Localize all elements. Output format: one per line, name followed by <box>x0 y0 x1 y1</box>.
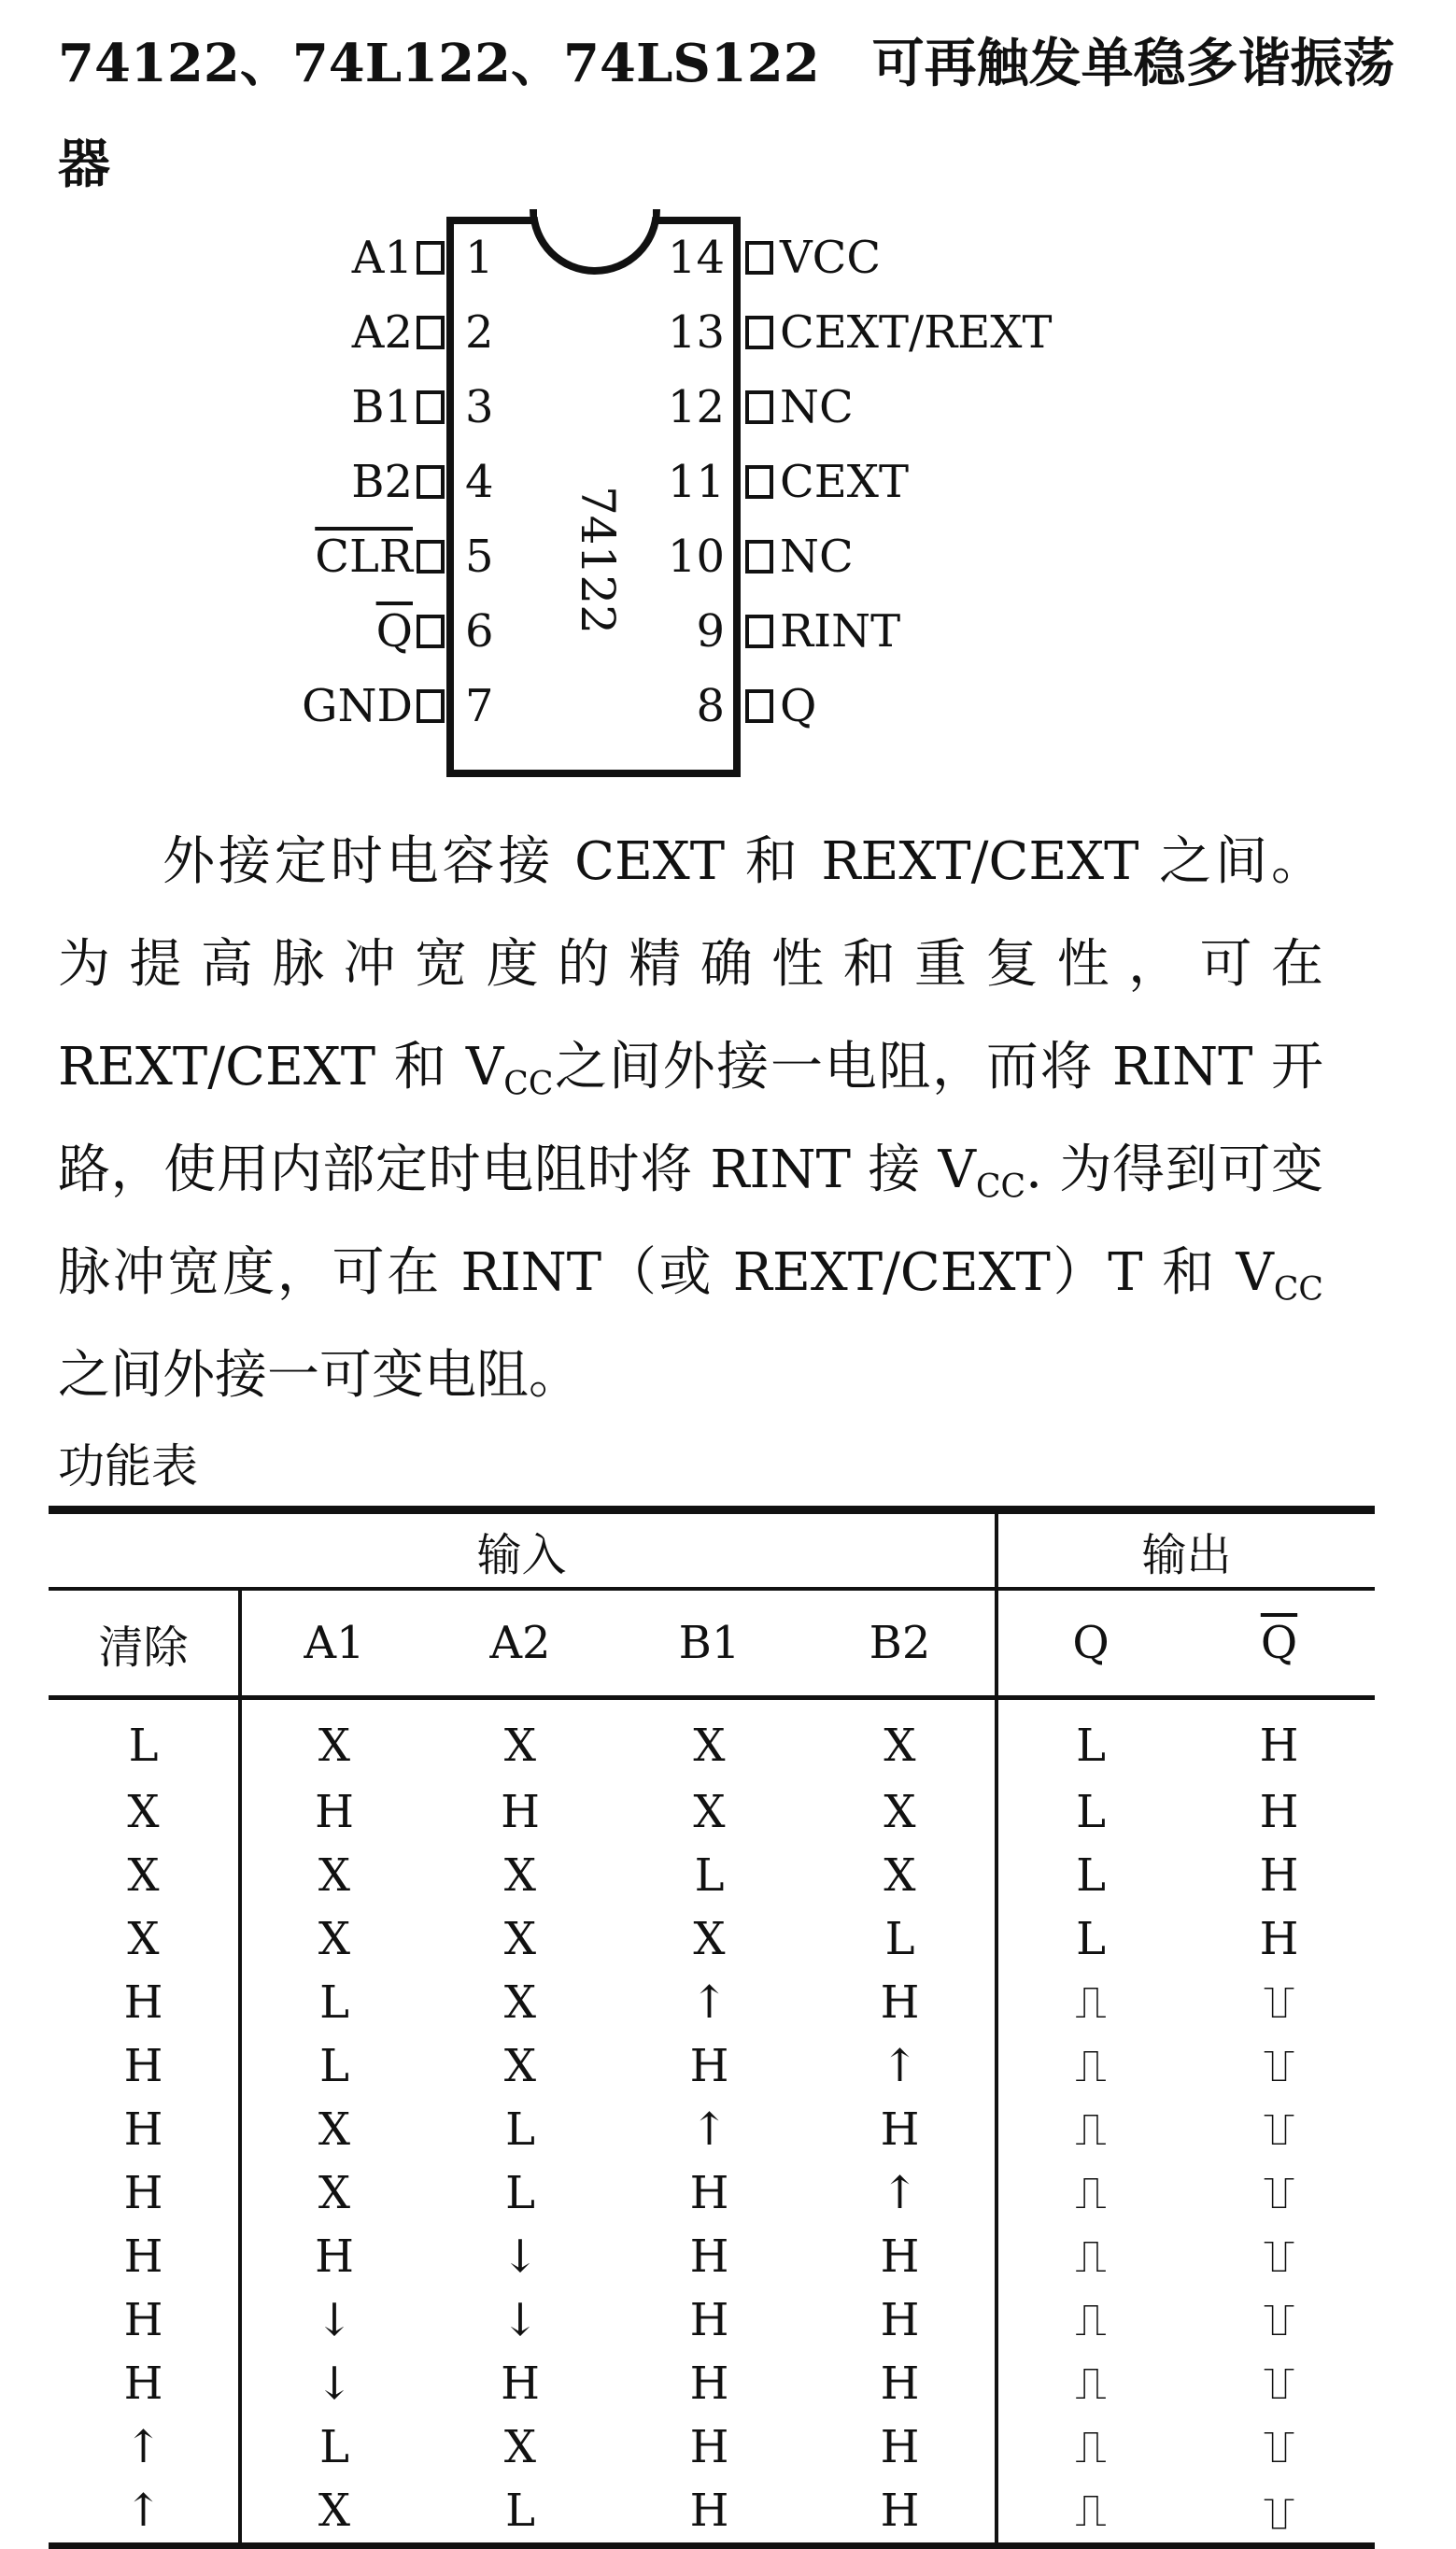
table-cell: H <box>240 1780 427 1844</box>
table-row <box>49 1907 1375 1971</box>
table-cell: ⎍ <box>997 2034 1183 2098</box>
table-cell: H <box>880 2294 920 2346</box>
table-row <box>49 2161 1375 2225</box>
pin-number: 14 <box>667 232 725 284</box>
table-caption: 功能表 <box>58 1439 198 1494</box>
pin-name-left: A1 <box>351 232 413 284</box>
table-cell: H <box>123 2358 163 2410</box>
table-row <box>49 1698 1375 1781</box>
table-cell: ↑ <box>124 2421 163 2473</box>
col-header-q: Q <box>997 1589 1183 1698</box>
table-row <box>49 1971 1375 2034</box>
table-row <box>49 2479 1375 2546</box>
table-cell: ⎍ <box>1263 2358 1295 2411</box>
pin-name-left: $\overline{CLR}$ <box>315 531 413 583</box>
pin-pad <box>745 465 773 499</box>
pin-pad <box>745 689 773 723</box>
pin-number: 8 <box>696 680 725 732</box>
table-cell: ⎍ <box>1263 2040 1295 2093</box>
pin-number: 5 <box>465 531 494 583</box>
col-header-b2: B2 <box>805 1589 997 1698</box>
table-cell: H <box>1259 1849 1299 1902</box>
table-cell: ⎍ <box>1263 2103 1295 2157</box>
pin-number: 1 <box>465 232 494 284</box>
table-cell: X <box>503 2040 537 2092</box>
table-cell: H <box>123 2167 163 2219</box>
table-row <box>49 2034 1375 2098</box>
table-cell: H <box>880 2230 920 2283</box>
pin-pad <box>417 390 445 424</box>
table-row <box>49 2225 1375 2288</box>
table-row <box>49 2288 1375 2352</box>
table-row <box>49 2415 1375 2479</box>
pin-pad <box>417 465 445 499</box>
table-cell: L <box>505 2103 535 2156</box>
description-paragraph: 外接定时电容接 CEXT 和 REXT/CEXT 之间。为提高脉冲宽度的精确性和重复性，可在 REXT/CEXT 和 $V_{CC}$之间外接一电阻，而将 RINT 开路，使用内部定时电阻时将 RINT 接 $V_{CC}$. 为得到可变脉冲宽度，可在 RINT（或 REXT/CEXT）T 和 $V_{CC}$之间外接一可变电阻。 <box>58 831 1323 1406</box>
pin-pad <box>417 316 445 349</box>
pin-name-left: GND <box>302 680 413 732</box>
table-cell: ↑ <box>49 2479 240 2546</box>
table-cell: ⎍ <box>1263 2294 1295 2347</box>
function-table <box>49 1506 1375 2549</box>
table-cell: ⎍ <box>1263 2230 1295 2284</box>
pin-pad <box>745 390 773 424</box>
table-cell: X <box>503 1720 537 1772</box>
pin-name-left: $\overline{Q}$ <box>375 605 413 658</box>
table-cell: X <box>127 1786 160 1838</box>
table-cell: ↓ <box>240 2288 427 2352</box>
pin-pad <box>745 540 773 574</box>
table-cell: L <box>240 2034 427 2098</box>
table-cell: X <box>240 1698 427 1781</box>
table-cell: ↓ <box>501 2294 540 2346</box>
table-cell: H <box>805 2479 997 2546</box>
table-cell: H <box>689 2230 729 2283</box>
table-cell: L <box>997 1698 1183 1781</box>
table-cell: H <box>123 2040 163 2092</box>
table-cell: ⎍ <box>997 2098 1183 2161</box>
pin-number: 9 <box>696 605 725 658</box>
table-cell: H <box>880 2358 920 2410</box>
pin-name-left: A2 <box>351 306 413 359</box>
table-cell: X <box>240 1844 427 1907</box>
page-title: 74122、74L122、74LS122 可再触发单稳多谐振荡器 <box>58 33 1395 195</box>
pin-name-left: B2 <box>351 456 413 508</box>
table-row <box>49 1844 1375 1907</box>
table-cell: ↑ <box>690 1976 728 2029</box>
table-cell: X <box>883 1786 916 1838</box>
table-cell: X <box>693 1786 726 1838</box>
table-cell: L <box>694 1849 725 1902</box>
pin-number: 7 <box>465 680 494 732</box>
table-cell: H <box>880 2103 920 2156</box>
table-cell: X <box>693 1913 726 1965</box>
pin-pad <box>745 615 773 648</box>
pin-number: 10 <box>667 531 725 583</box>
table-cell: ⎍ <box>1263 1976 1295 2030</box>
table-cell: ⎍ <box>1263 2167 1295 2220</box>
table-cell: H <box>689 2421 729 2473</box>
table-cell: X <box>240 2479 427 2546</box>
pin-number: 13 <box>667 306 725 359</box>
pin-name-right: NC <box>780 531 854 583</box>
table-cell: X <box>127 1849 160 1902</box>
table-cell: H <box>123 1976 163 2029</box>
table-cell: X <box>503 1913 537 1965</box>
table-cell: H <box>880 2421 920 2473</box>
table-cell: H <box>123 2230 163 2283</box>
table-cell: H <box>1259 1720 1299 1772</box>
table-cell: H <box>123 2294 163 2346</box>
table-cell: ↓ <box>240 2352 427 2415</box>
table-cell: ⎍ <box>997 1971 1183 2034</box>
pin-number: 4 <box>465 456 494 508</box>
table-cell: L <box>884 1913 915 1965</box>
pin-pad <box>417 689 445 723</box>
table-cell: H <box>689 2040 729 2092</box>
table-cell: ⎍ <box>997 2225 1183 2288</box>
table-cell: X <box>240 2098 427 2161</box>
pin-number: 6 <box>465 605 494 658</box>
table-cell: X <box>503 2421 537 2473</box>
table-row <box>49 1780 1375 1844</box>
table-cell: X <box>503 1976 537 2029</box>
pin-pad <box>417 241 445 275</box>
table-cell: H <box>689 2167 729 2219</box>
table-cell: X <box>883 1720 916 1772</box>
pin-pad <box>417 615 445 648</box>
table-cell: X <box>883 1849 916 1902</box>
table-cell: X <box>240 2161 427 2225</box>
table-cell: H <box>501 1786 540 1838</box>
table-cell: ⎍ <box>997 2479 1183 2546</box>
table-cell: ↑ <box>881 2040 919 2092</box>
pin-name-right: RINT <box>780 605 901 658</box>
table-cell: X <box>693 1720 726 1772</box>
table-cell: H <box>689 2358 729 2410</box>
col-header-a2: A2 <box>427 1589 614 1698</box>
pin-number: 11 <box>667 456 725 508</box>
table-cell: ⎍ <box>997 2161 1183 2225</box>
table-cell: H <box>689 2294 729 2346</box>
col-header-clear: 清除 <box>49 1589 240 1698</box>
pin-name-left: B1 <box>351 381 413 433</box>
table-row <box>49 2352 1375 2415</box>
table-cell: L <box>997 1844 1183 1907</box>
pin-number: 3 <box>465 381 494 433</box>
table-cell: L <box>427 2479 614 2546</box>
pin-name-right: CEXT/REXT <box>780 306 1053 359</box>
table-cell: H <box>501 2358 540 2410</box>
table-cell: H <box>123 2103 163 2156</box>
table-cell: L <box>997 1780 1183 1844</box>
table-cell: ↑ <box>690 2103 728 2156</box>
table-cell: ↑ <box>881 2167 919 2219</box>
table-cell: L <box>997 1907 1183 1971</box>
table-cell: ⎍ <box>997 2288 1183 2352</box>
outputs-group-header: 输出 <box>997 1510 1375 1590</box>
inputs-group-header: 输入 <box>49 1510 997 1590</box>
table-cell: L <box>505 2167 535 2219</box>
table-cell: ⎍ <box>997 2352 1183 2415</box>
table-cell: X <box>503 1849 537 1902</box>
pin-number: 12 <box>667 381 725 433</box>
pin-name-right: Q <box>780 680 817 732</box>
table-cell: ⎍ <box>1263 2421 1295 2474</box>
pin-name-right: VCC <box>780 232 882 284</box>
pin-name-right: NC <box>780 381 854 433</box>
col-header-q-bar: $\overline{Q}$ <box>1183 1589 1375 1698</box>
pin-pad <box>745 241 773 275</box>
table-cell: H <box>1259 1786 1299 1838</box>
table-cell: H <box>1259 1913 1299 1965</box>
col-header-b1: B1 <box>614 1589 805 1698</box>
table-cell: ↓ <box>501 2230 540 2283</box>
table-cell: X <box>127 1913 160 1965</box>
pin-number: 2 <box>465 306 494 359</box>
table-cell: L <box>240 1971 427 2034</box>
table-cell: H <box>240 2225 427 2288</box>
table-cell: H <box>880 1976 920 2029</box>
table-row <box>49 2098 1375 2161</box>
pin-pad <box>745 316 773 349</box>
col-header-a1: A1 <box>240 1589 427 1698</box>
pin-name-right: CEXT <box>780 456 909 508</box>
table-cell: ⎍ <box>997 2415 1183 2479</box>
pin-pad <box>417 540 445 574</box>
table-cell: H <box>614 2479 805 2546</box>
table-cell: L <box>128 1720 159 1772</box>
table-cell: L <box>240 2415 427 2479</box>
table-cell: ⎍ <box>1183 2479 1375 2546</box>
table-cell: X <box>240 1907 427 1971</box>
